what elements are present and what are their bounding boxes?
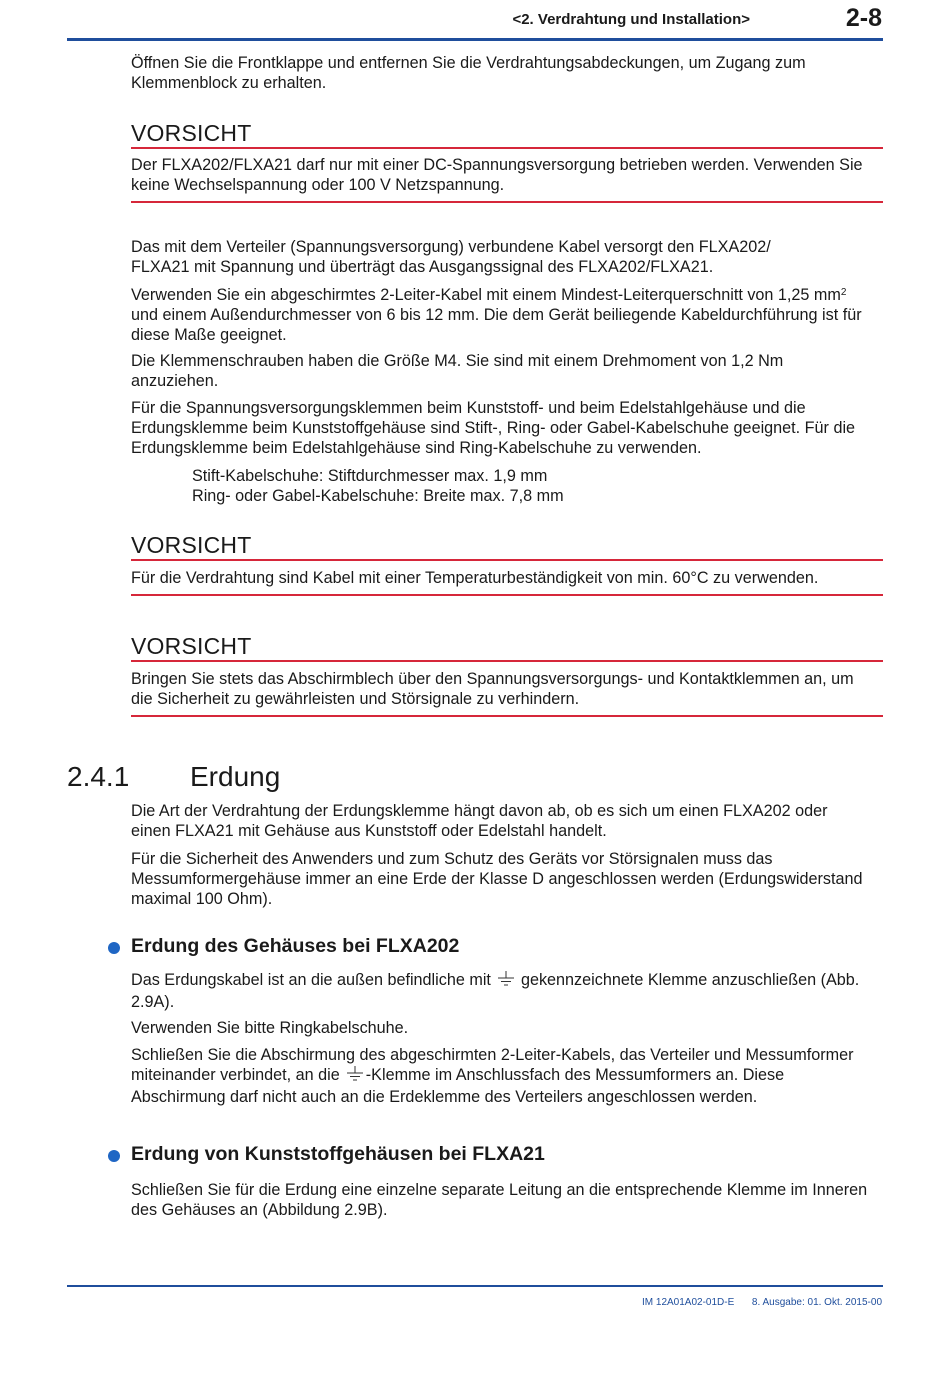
subsection-title: Erdung von Kunststoffgehäusen bei FLXA21 [131, 1143, 545, 1165]
body-paragraph: Für die Spannungsversorgungsklemmen beim Kunststoff- und beim Edelstahlgehäuse und die Erdungsklemme beim Kunststoffgehäuse sind Stift-, Ring- oder Gabel-Kabelschuhe geeignet. Für die Erdungsklemme beim Edelstahlgehäuse sind Ring-Kabelschuhe zu verwenden. [131, 399, 856, 457]
caution-title: VORSICHT [131, 120, 252, 146]
bullet-icon [108, 1150, 120, 1162]
caution-text: Der FLXA202/FLXA21 darf nur mit einer DC-Spannungsversorgung betrieben werden. Verwenden Sie keine Wechselspannung oder 100 V Netzspannung. [131, 156, 863, 194]
body-paragraph: Die Klemmenschrauben haben die Größe M4. Sie sind mit einem Drehmoment von 1,2 Nm anzuziehen. [131, 352, 784, 390]
bullet-icon [108, 942, 120, 954]
body-text-segment: gekennzeichnete Klemme anzuschließen (Abb. 2.9A). [131, 971, 860, 1011]
section-number: 2.4.1 [67, 761, 130, 792]
section-paragraph: Für die Sicherheit des Anwenders und zum Schutz des Geräts vor Störsignalen muss das Messumformergehäuse immer an eine Erde der Klasse D angeschlossen werden (Erdungswiderstand maximal 100 Ohm). [131, 850, 863, 908]
subsection-paragraph: Schließen Sie für die Erdung eine einzelne separate Leitung an die entsprechende Klemme im Inneren des Gehäuses an (Abbildung 2.9B). [131, 1181, 868, 1219]
spec-line: Stift-Kabelschuhe: Stiftdurchmesser max. 1,9 mm [192, 467, 548, 485]
section-paragraph: Die Art der Verdrahtung der Erdungsklemme hängt davon ab, ob es sich um einen FLXA202 oder einen FLXA21 mit Gehäuse aus Kunststoff oder Edelstahl handelt. [131, 802, 828, 840]
body-text-segment: und einem Außendurchmesser von 6 bis 12 mm. Die dem Gerät beiliegende Kabeldurchführung ist für diese Maße geeignet. [131, 306, 862, 344]
footer-divider [67, 1285, 883, 1287]
spec-line: Ring- oder Gabel-Kabelschuhe: Breite max. 7,8 mm [192, 487, 564, 505]
caution-bottom-rule [131, 715, 883, 717]
body-text-segment: -Klemme im Anschlussfach des Messumformers an. Diese Abschirmung darf nicht auch an die Erdeklemme des Verteilers angeschlossen werden. [131, 1066, 785, 1106]
superscript: 2 [840, 287, 847, 298]
header-divider [67, 38, 883, 41]
caution-top-rule [131, 660, 883, 662]
caution-bottom-rule [131, 201, 883, 203]
caution-title: VORSICHT [131, 633, 252, 659]
edition-info: 8. Ausgabe: 01. Okt. 2015-00 [751, 1297, 882, 1308]
caution-text: Bringen Sie stets das Abschirmblech über den Spannungsversorgungs- und Kontaktklemmen an, um die Sicherheit zu gewährleisten und Störsignale zu verhindern. [131, 670, 854, 708]
document-id: IM 12A01A02-01D-E [642, 1297, 735, 1308]
page-number: 2-8 [845, 4, 882, 32]
body-text-segment: Das Erdungskabel ist an die außen befindliche mit [131, 971, 491, 989]
section-title: Erdung [190, 761, 281, 792]
chapter-title: <2. Verdrahtung und Installation> [512, 11, 750, 28]
body-text-segment: Verwenden Sie ein abgeschirmtes 2-Leiter-Kabel mit einem Mindest-Leiterquerschnitt von 1,25 mm [131, 286, 841, 304]
body-paragraph: Das mit dem Verteiler (Spannungsversorgung) verbundene Kabel versorgt den FLXA202/ FLXA21 mit Spannung und überträgt das Ausgangssignal des FLXA202/FLXA21. [131, 238, 771, 276]
subsection-paragraph: Verwenden Sie bitte Ringkabelschuhe. [131, 1019, 409, 1037]
subsection-paragraph [131, 1045, 876, 1107]
subsection-title: Erdung des Gehäuses bei FLXA202 [131, 935, 460, 957]
caution-title: VORSICHT [131, 532, 252, 558]
caution-top-rule [131, 147, 883, 149]
subsection-paragraph [131, 970, 883, 1012]
body-text-segment: Schließen Sie die Abschirmung des abgeschirmten 2-Leiter-Kabels, das Verteiler und Messumformer miteinander verbindet, an die [131, 1046, 854, 1084]
ground-symbol-icon [346, 1066, 364, 1087]
caution-text: Für die Verdrahtung sind Kabel mit einer Temperaturbeständigkeit von min. 60°C zu verwenden. [131, 569, 819, 587]
caution-bottom-rule [131, 594, 883, 596]
ground-symbol-icon [497, 971, 515, 992]
body-paragraph [131, 285, 876, 345]
caution-top-rule [131, 559, 883, 561]
intro-paragraph: Öffnen Sie die Frontklappe und entfernen Sie die Verdrahtungsabdeckungen, um Zugang zum Klemmenblock zu erhalten. [131, 54, 806, 92]
